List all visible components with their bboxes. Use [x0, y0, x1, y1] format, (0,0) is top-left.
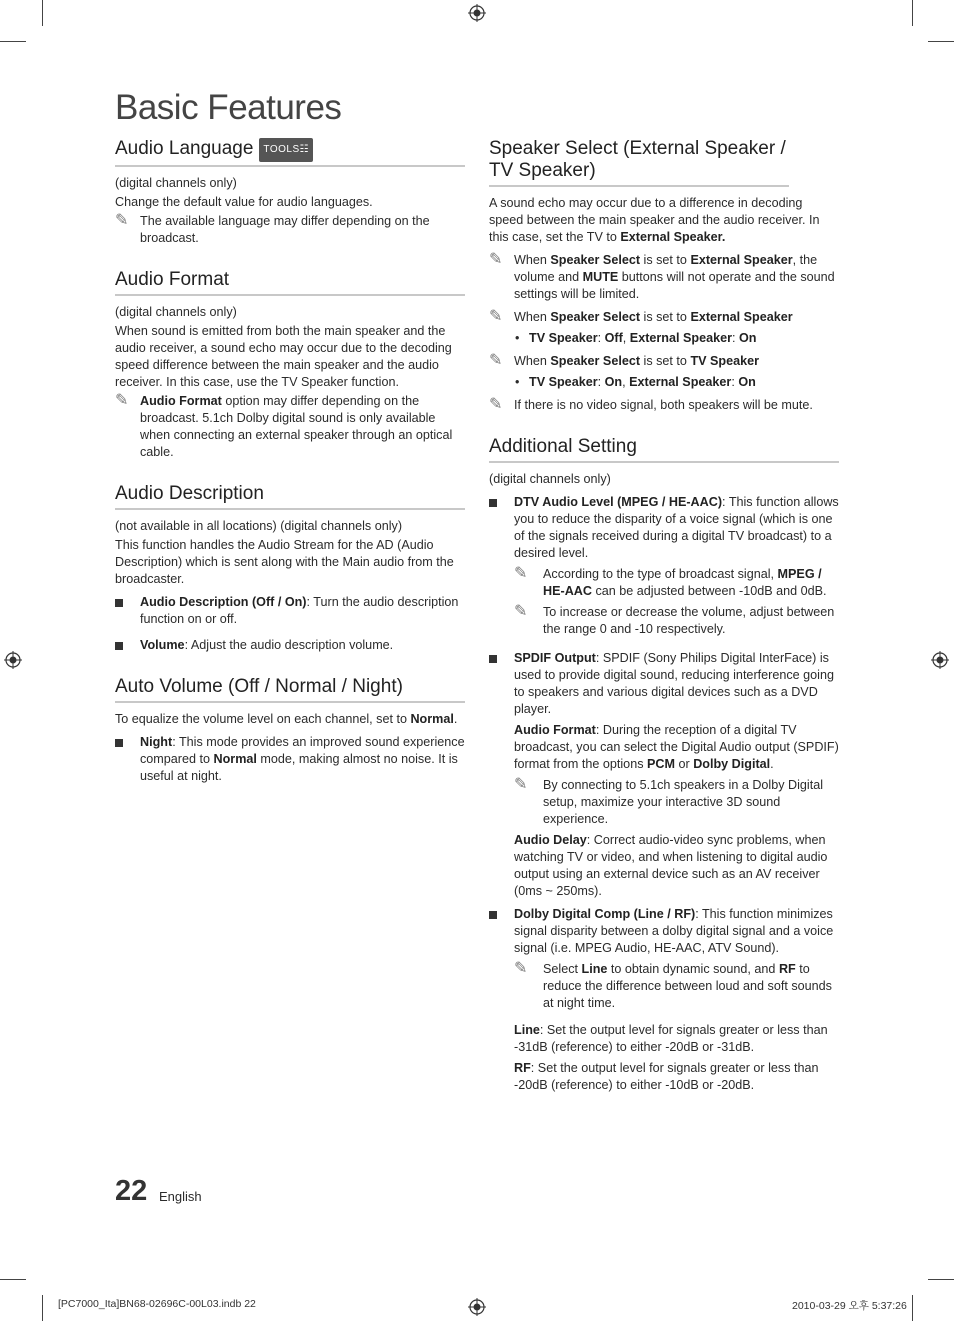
square-bullet-icon — [489, 911, 497, 919]
crop-mark — [0, 1279, 26, 1280]
note: ✎ When Speaker Select is set to External Speaker — [489, 308, 793, 325]
section-auto-volume — [115, 676, 465, 785]
registration-mark-icon — [931, 651, 949, 669]
desc-text: This function handles the Audio Stream for the AD (Audio Description) which is sent along with the Main audio from the broadcaster. — [115, 538, 454, 586]
crop-mark — [912, 1295, 913, 1321]
note: ✎ When Speaker Select is set to TV Speaker — [489, 352, 760, 369]
square-bullet-icon — [115, 739, 123, 747]
crop-mark — [912, 0, 913, 26]
page-title: Basic Features — [115, 88, 342, 127]
sub-paragraph: Line: Set the output level for signals greater or less than -31dB (reference) to either -20dB or -31dB. — [514, 1023, 828, 1054]
dot-bullet-icon: • — [515, 375, 520, 389]
note-pencil-icon: ✎ — [115, 392, 129, 409]
note-pencil-icon: ✎ — [514, 960, 528, 977]
crop-mark — [42, 0, 43, 26]
list-item: SPDIF Output: SPDIF (Sony Philips Digital InterFace) is used to provide digital sound, reducing interference going to speakers and various digital devices such as a DVD player. — [489, 650, 839, 718]
scope-text: (not available in all locations) (digital channels only) — [115, 519, 403, 533]
square-bullet-icon — [115, 642, 123, 650]
section-heading: Audio Language TOOLS☷ — [115, 138, 465, 167]
desc-text: When sound is emitted from both the main speaker and the audio receiver, a sound echo may occur due to the decoding speed difference between the main speaker and the audio receiver. In this case, use the TV Speaker function. — [115, 324, 452, 389]
list-item: Dolby Digital Comp (Line / RF): This function minimizes signal disparity between a dolby digital signal and a voice signal (i.e. MPEG Audio, HE-AAC, ATV Sound). — [489, 906, 839, 957]
scope-text: (digital channels only) — [489, 472, 611, 486]
dot-bullet-icon: • — [515, 331, 520, 345]
square-bullet-icon — [115, 599, 123, 607]
note-pencil-icon: ✎ — [115, 212, 129, 229]
registration-mark-icon — [4, 651, 22, 669]
note: ✎ By connecting to 5.1ch speakers in a Dolby Digital setup, maximize your interactive 3D sound experience. — [514, 776, 824, 826]
scope-text: (digital channels only) — [115, 305, 237, 319]
square-bullet-icon — [489, 499, 497, 507]
desc-text: A sound echo may occur due to a difference in decoding speed between the main speaker and the audio receiver. In this case, set the TV to External Speaker. — [489, 196, 820, 244]
note-pencil-icon: ✎ — [489, 308, 503, 325]
scope-text: (digital channels only) — [115, 176, 237, 190]
note: ✎ To increase or decrease the volume, adjust between the range 0 and -10 respectively. — [514, 603, 835, 636]
registration-mark-icon — [468, 4, 486, 22]
note: ✎ If there is no video signal, both speakers will be mute. — [489, 396, 813, 413]
note-pencil-icon: ✎ — [489, 352, 503, 369]
footer-left: [PC7000_Ita]BN68-02696C-00L03.indb 22 — [58, 1298, 256, 1310]
section-audio-format — [115, 269, 465, 461]
note: ✎ The available language may differ depending on the broadcast. — [115, 212, 430, 245]
right-column — [489, 138, 839, 1116]
section-speaker-select — [489, 138, 839, 414]
desc-text: Change the default value for audio languages. — [115, 195, 373, 209]
section-heading: Additional Setting — [489, 436, 839, 463]
note-pencil-icon: ✎ — [514, 565, 528, 582]
crop-mark — [928, 41, 954, 42]
list-item: Night: This mode provides an improved sound experience compared to Normal mode, making almost no noise. It is useful at night. — [115, 734, 465, 785]
section-audio-language — [115, 138, 465, 247]
crop-mark — [928, 1279, 954, 1280]
section-audio-description — [115, 483, 465, 654]
list-item: Audio Description (Off / On): Turn the audio description function on or off. — [115, 594, 465, 628]
page-number: 22 — [115, 1175, 148, 1207]
section-heading: Audio Format — [115, 269, 465, 296]
section-heading: Speaker Select (External Speaker / TV Speaker) — [489, 138, 789, 187]
sub-paragraph: Audio Format: During the reception of a digital TV broadcast, you can select the Digital Audio output (SPDIF) format from the options PCM or Dolby Digital. — [514, 723, 839, 771]
page-language: English — [159, 1189, 202, 1204]
section-additional-setting — [489, 436, 839, 1094]
note: ✎ Select Line to obtain dynamic sound, and RF to reduce the difference between loud and soft sounds at night time. — [514, 960, 832, 1010]
sub-paragraph: RF: Set the output level for signals greater or less than -20dB (reference) to either -10dB or -20dB. — [514, 1061, 819, 1092]
note: ✎ Audio Format option may differ depending on the broadcast. 5.1ch Dolby digital sound is only available when connecting an external speaker through an optical cable. — [115, 392, 453, 459]
list-item: Volume: Adjust the audio description volume. — [115, 637, 465, 654]
sub-paragraph: Audio Delay: Correct audio-video sync problems, when watching TV or video, and when listening to digital audio output using an external device such as an AV receiver (0ms ~ 250ms). — [514, 833, 828, 898]
note: ✎ When Speaker Select is set to External Speaker, the volume and MUTE buttons will not operate and the sound settings will be limited. — [489, 251, 835, 301]
square-bullet-icon — [489, 655, 497, 663]
desc-text: To equalize the volume level on each channel, set to Normal. — [115, 712, 458, 726]
tools-badge-icon: TOOLS☷ — [259, 138, 313, 162]
crop-mark — [42, 1295, 43, 1321]
registration-mark-icon — [468, 1298, 486, 1316]
left-column — [115, 138, 465, 807]
note: ✎ According to the type of broadcast signal, MPEG / HE-AAC can be adjusted between -10dB and 0dB. — [514, 565, 827, 598]
note-pencil-icon: ✎ — [489, 251, 503, 268]
sub-item: • TV Speaker: On, External Speaker: On — [515, 375, 756, 389]
footer-right: 2010-03-29 오후 5:37:26 — [792, 1300, 907, 1312]
crop-mark — [0, 41, 26, 42]
section-heading: Audio Description — [115, 483, 465, 510]
note-pencil-icon: ✎ — [514, 776, 528, 793]
sub-item: • TV Speaker: Off, External Speaker: On — [515, 331, 757, 345]
section-heading: Auto Volume (Off / Normal / Night) — [115, 676, 465, 703]
note-pencil-icon: ✎ — [489, 396, 503, 413]
list-item: DTV Audio Level (MPEG / HE-AAC): This function allows you to reduce the disparity of a voice signal (which is one of the signals received during a digital TV broadcast) to a desired level. — [489, 494, 839, 562]
note-pencil-icon: ✎ — [514, 603, 528, 620]
